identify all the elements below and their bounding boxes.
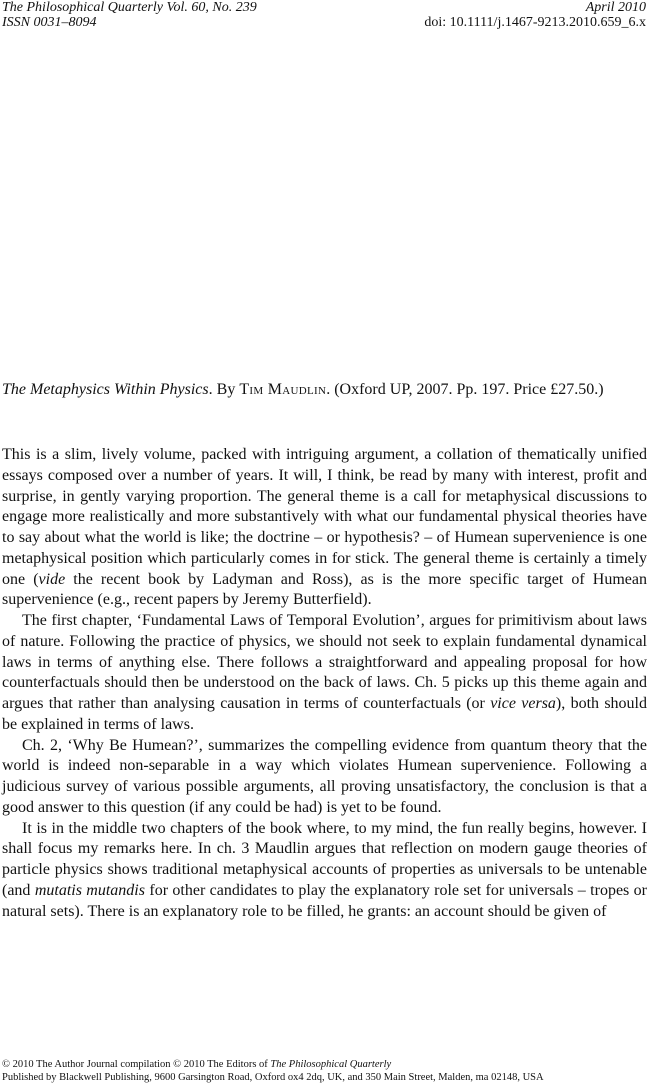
review-heading: The Metaphysics Within Physics. By Tim Maudlin. (Oxford UP, 2007. Pp. 197. Price £27.50.) (2, 381, 604, 398)
copyright-line: © 2010 The Author Journal compilation © 2010 The Editors of The Philosophical Quarterly (2, 1059, 392, 1070)
doi: doi: 10.1111/j.1467-9213.2010.659_6.x (424, 15, 646, 30)
running-header (0, 0, 650, 30)
book-title: The Metaphysics Within Physics (2, 381, 209, 398)
book-author: Tim Maudlin (239, 381, 327, 398)
review-body (2, 445, 647, 922)
publisher-line: Published by Blackwell Publishing, 9600 Garsington Road, Oxford ox4 2dq, UK, and 350 Main Street, Malden, ma 02148, USA (2, 1072, 544, 1083)
paragraph-3: Ch. 2, ‘Why Be Humean?’, summarizes the compelling evidence from quantum theory that the world is indeed non-separable in a way which violates Humean supervenience. Following a judicious survey of various possible arguments, all proving unsatisfactory, the conclusion is that a good answer to this question (if any could be had) is yet to be found. (2, 736, 647, 816)
issn: ISSN 0031–8094 (2, 15, 97, 30)
book-details: (Oxford UP, 2007. Pp. 197. Price £27.50.) (334, 381, 604, 398)
paragraph-1: This is a slim, lively volume, packed with intriguing argument, a collation of thematically unified essays composed over a number of years. It will, I think, be read by many with interest, profit and surprise, in gently varying proportion. The general theme is a call for metaphysical discussions to engage more realistically and more substantively with what our fundamental physical theories have to say about what the world is like; the doctrine – or hypothesis? – of Humean supervenience is one metaphysical position which particularly comes in for stick. The general theme is certainly a timely one (vide the recent book by Ladyman and Ross), as is the more specific target of Humean supervenience (e.g., recent papers by Jeremy Butterfield). (2, 446, 648, 609)
copyright-footer (2, 1058, 647, 1084)
paragraph-2: The first chapter, ‘Fundamental Laws of Temporal Evolution’, argues for primitivism about laws of nature. Following the practice of physics, we should not seek to explain fundamental dynamical laws in terms of anything else. There follows a straightforward and appealing proposal for how counterfactuals should then be understood on the back of laws. Ch. 5 picks up this theme again and argues that rather than analysing causation in terms of counterfactuals (or vice versa), both should be explained in terms of laws. (2, 612, 647, 733)
journal-title: The Philosophical Quarterly Vol. 60, No. 239 (2, 0, 257, 15)
by-label: By (216, 381, 236, 398)
issue-date: April 2010 (585, 0, 646, 15)
paragraph-4: It is in the middle two chapters of the book where, to my mind, the fun really begins, however. I shall focus my remarks here. In ch. 3 Maudlin argues that reflection on modern gauge theories of particle physics shows traditional metaphysical accounts of properties as universals to be untenable (and mutatis mutandis for other candidates to play the explanatory role set for universals – tropes or natural sets). There is an explanatory role to be filled, he grants: an account should be given of (2, 819, 647, 920)
